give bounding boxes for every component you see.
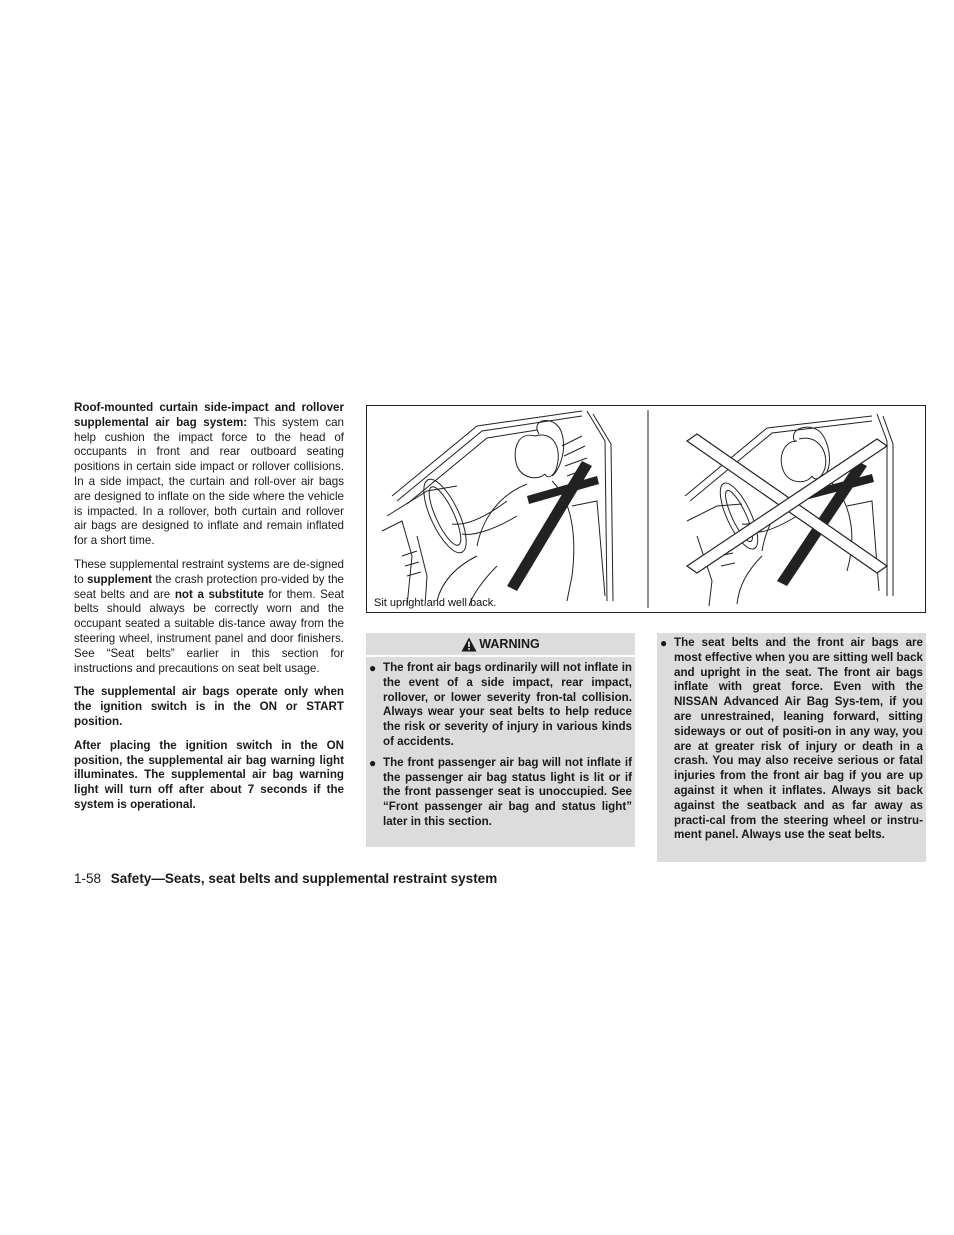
supplemental-text-e: for them. Seat belts should always be correctly worn and the occupant seated a suitable dis-tance away from the steering wheel, instrument panel and door finishers. See “Seat belts” earlier in this section for instructions and precautions on seat belt usage. — [74, 587, 344, 675]
bullet-icon: ● — [369, 661, 377, 675]
ignition-paragraph: The supplemental air bags operate only when the ignition switch is in the ON or START position. — [74, 685, 344, 728]
page-footer — [74, 871, 497, 886]
supplemental-text-c: the crash protection pro-vided by the seat belts and are — [74, 572, 345, 601]
warning-item — [366, 756, 632, 830]
warning-box-continued — [657, 633, 926, 862]
warning-item — [366, 661, 632, 750]
left-text-column — [74, 401, 344, 822]
warning-heading-text: WARNING — [479, 637, 540, 651]
warning-item-text: The seat belts and the front air bags are most effective when you are sitting well back and upright in the seat. The front air bags inflate with great force. Even with the NISSAN Advanced Air Bag Sys-tem, if you are unrestrained, leaning forward, sitting sideways or out of positi-on in any way, you are at greater risk of injury or death in a crash. You may also receive serious or fatal injuries from the front air bag if you are up against it when it inflates. Always sit back against the seatback and as far away as practi-cal from the steering wheel or instru-ment panel. Always use the seat belts. — [674, 636, 923, 842]
curtain-airbag-text: This system can help cushion the impact force to the head of occupants in front and rear outboard seating positions in certain side impact or rollover collisions. In a side impact, the curtain and roll-over air bags are designed to inflate on the side where the vehicle is impacted. In a rollover, both curtain and rollover air bags are designed to inflate and remain inflated for a short time. — [74, 415, 344, 548]
warning-box — [366, 633, 635, 847]
warning-heading — [366, 633, 635, 657]
curtain-airbag-paragraph — [74, 401, 344, 549]
warning-list-continued — [657, 633, 926, 843]
supplemental-text-a: These supplemental restraint systems are de-signed to — [74, 557, 344, 586]
curtain-airbag-heading: Roof-mounted curtain side-impact and rollover supplemental air bag system: — [74, 401, 344, 429]
bullet-icon: ● — [660, 636, 668, 650]
warning-list — [366, 657, 635, 830]
figure-caption: Sit upright and well back. — [374, 597, 497, 609]
seating-drawing — [367, 406, 925, 612]
section-title: Safety—Seats, seat belts and supplemental restraint system — [110, 871, 498, 886]
warning-item — [657, 636, 923, 843]
warning-triangle-icon — [461, 637, 477, 652]
seating-illustration — [366, 405, 926, 613]
bullet-icon: ● — [369, 755, 377, 770]
page-number: 1-58 — [74, 871, 102, 886]
warning-item-text: The front air bags ordinarily will not inflate in the event of a side impact, rear impact, rollover, or lower severity fron-tal collision. Always wear your seat belts to help reduce the risk or severity of injury in various kinds of accidents. — [383, 661, 632, 748]
warning-light-paragraph: After placing the ignition switch in the ON position, the supplemental air bag warning light illuminates. The supplemental air bag warning light will turn off after about 7 seconds if the system is operational. — [74, 738, 344, 811]
warning-item-text: The front passenger air bag will not inflate if the passenger air bag status light is lit or if the front passenger seat is unoccupied. See “Front passenger air bag and status light” later in this section. — [383, 755, 632, 828]
supplemental-emphasis: supplement — [86, 572, 153, 586]
supplemental-paragraph — [74, 558, 344, 676]
not-substitute-emphasis: not a substitute — [174, 587, 264, 601]
